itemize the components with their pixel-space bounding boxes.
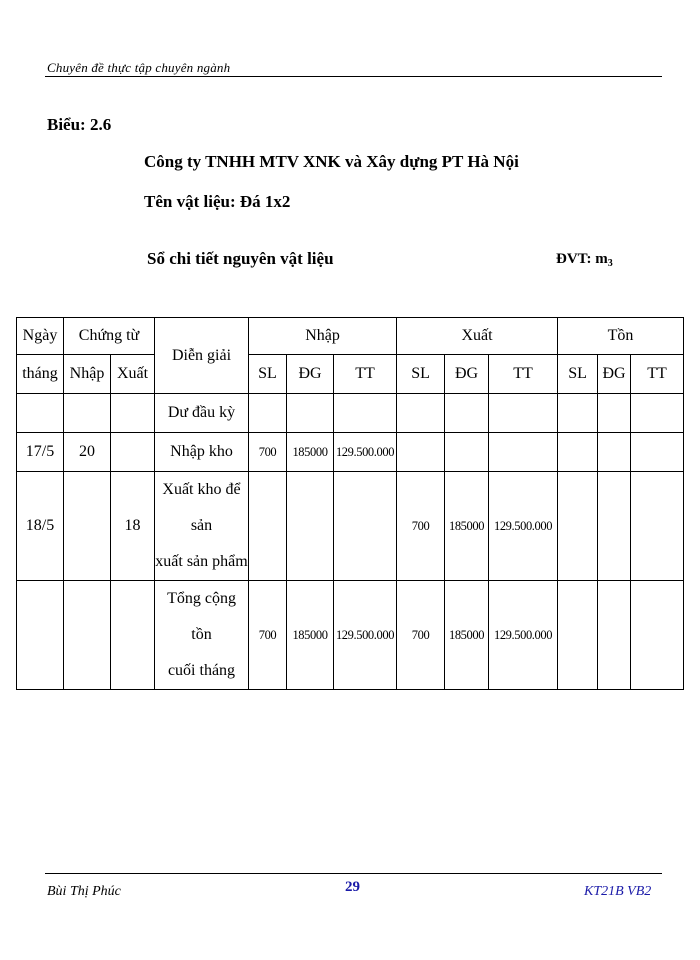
footer-author: Bùi Thị Phúc bbox=[47, 884, 121, 899]
description-line-1: Xuất kho để sản bbox=[162, 481, 241, 534]
cell-voucher-in bbox=[64, 394, 111, 433]
cell-out-dg: 185000 bbox=[445, 581, 489, 690]
cell-in-tt: 129.500.000 bbox=[334, 433, 397, 472]
cell-date bbox=[17, 394, 64, 433]
cell-description bbox=[155, 581, 249, 690]
in-dg-header: ĐG bbox=[287, 355, 334, 394]
cell-bal-dg bbox=[598, 394, 631, 433]
description-line-2: xuất sản phẩm bbox=[155, 553, 248, 570]
material-ledger-table bbox=[16, 317, 684, 690]
cell-in-dg bbox=[287, 394, 334, 433]
cell-date bbox=[17, 581, 64, 690]
cell-bal-sl bbox=[558, 581, 598, 690]
page-header-title: Chuyên đề thực tập chuyên ngành bbox=[47, 60, 231, 75]
cell-bal-tt bbox=[631, 394, 684, 433]
cell-in-sl: 700 bbox=[249, 581, 287, 690]
cell-out-sl bbox=[397, 433, 445, 472]
table-row bbox=[17, 394, 684, 433]
cell-out-dg bbox=[445, 433, 489, 472]
table-row bbox=[17, 472, 684, 581]
in-tt-header: TT bbox=[334, 355, 397, 394]
cell-description: Nhập kho bbox=[155, 433, 249, 472]
cell-out-dg bbox=[445, 394, 489, 433]
cell-bal-sl bbox=[558, 394, 598, 433]
description-header: Diễn giải bbox=[155, 318, 249, 394]
voucher-in-header: Nhập bbox=[64, 355, 111, 394]
unit-subscript: 3 bbox=[607, 258, 613, 269]
cell-description: Dư đầu kỳ bbox=[155, 394, 249, 433]
out-dg-header: ĐG bbox=[445, 355, 489, 394]
table-row bbox=[17, 581, 684, 690]
out-group-header: Xuất bbox=[397, 318, 558, 355]
cell-in-dg: 185000 bbox=[287, 433, 334, 472]
in-group-header: Nhập bbox=[249, 318, 397, 355]
header-divider bbox=[45, 76, 662, 77]
bal-dg-header: ĐG bbox=[598, 355, 631, 394]
cell-bal-dg bbox=[598, 581, 631, 690]
cell-date: 17/5 bbox=[17, 433, 64, 472]
out-sl-header: SL bbox=[397, 355, 445, 394]
footer-divider bbox=[45, 873, 662, 874]
cell-out-tt: 129.500.000 bbox=[489, 472, 558, 581]
cell-bal-tt bbox=[631, 472, 684, 581]
date-header-bottom: tháng bbox=[17, 355, 64, 394]
unit-of-measure bbox=[556, 251, 613, 269]
cell-bal-sl bbox=[558, 472, 598, 581]
bal-tt-header: TT bbox=[631, 355, 684, 394]
cell-out-tt bbox=[489, 394, 558, 433]
bal-sl-header: SL bbox=[558, 355, 598, 394]
cell-out-tt bbox=[489, 433, 558, 472]
ledger-title: Sổ chi tiết nguyên vật liệu bbox=[147, 249, 334, 268]
voucher-header: Chứng từ bbox=[64, 318, 155, 355]
cell-bal-tt bbox=[631, 433, 684, 472]
footer-class-code: KT21B VB2 bbox=[584, 884, 652, 899]
cell-out-sl bbox=[397, 394, 445, 433]
cell-in-sl: 700 bbox=[249, 433, 287, 472]
cell-voucher-out bbox=[111, 394, 155, 433]
cell-in-sl bbox=[249, 394, 287, 433]
material-name: Tên vật liệu: Đá 1x2 bbox=[144, 192, 291, 211]
cell-voucher-in: 20 bbox=[64, 433, 111, 472]
cell-voucher-in bbox=[64, 581, 111, 690]
cell-voucher-out bbox=[111, 433, 155, 472]
cell-bal-dg bbox=[598, 433, 631, 472]
description-line-2: cuối tháng bbox=[167, 662, 236, 679]
cell-bal-dg bbox=[598, 472, 631, 581]
balance-group-header: Tồn bbox=[558, 318, 684, 355]
cell-bal-sl bbox=[558, 433, 598, 472]
description-line-1: Tổng cộng tồn bbox=[167, 590, 236, 643]
unit-label: ĐVT: m bbox=[556, 251, 608, 267]
cell-in-dg bbox=[287, 472, 334, 581]
voucher-out-header: Xuất bbox=[111, 355, 155, 394]
company-name: Công ty TNHH MTV XNK và Xây dựng PT Hà Nội bbox=[144, 152, 519, 171]
cell-in-tt bbox=[334, 472, 397, 581]
cell-in-tt: 129.500.000 bbox=[334, 581, 397, 690]
out-tt-header: TT bbox=[489, 355, 558, 394]
cell-voucher-out bbox=[111, 581, 155, 690]
cell-out-tt: 129.500.000 bbox=[489, 581, 558, 690]
date-header-top: Ngày bbox=[17, 318, 64, 355]
cell-voucher-out: 18 bbox=[111, 472, 155, 581]
cell-date: 18/5 bbox=[17, 472, 64, 581]
header-row-1 bbox=[17, 318, 684, 355]
cell-in-sl bbox=[249, 472, 287, 581]
header-row-2 bbox=[17, 355, 684, 394]
cell-bal-tt bbox=[631, 581, 684, 690]
in-sl-header: SL bbox=[249, 355, 287, 394]
table-label: Biểu: 2.6 bbox=[47, 115, 112, 134]
cell-out-dg: 185000 bbox=[445, 472, 489, 581]
cell-in-tt bbox=[334, 394, 397, 433]
cell-out-sl: 700 bbox=[397, 472, 445, 581]
page-number: 29 bbox=[345, 879, 360, 895]
cell-in-dg: 185000 bbox=[287, 581, 334, 690]
cell-voucher-in bbox=[64, 472, 111, 581]
table-row bbox=[17, 433, 684, 472]
cell-out-sl: 700 bbox=[397, 581, 445, 690]
cell-description bbox=[155, 472, 249, 581]
